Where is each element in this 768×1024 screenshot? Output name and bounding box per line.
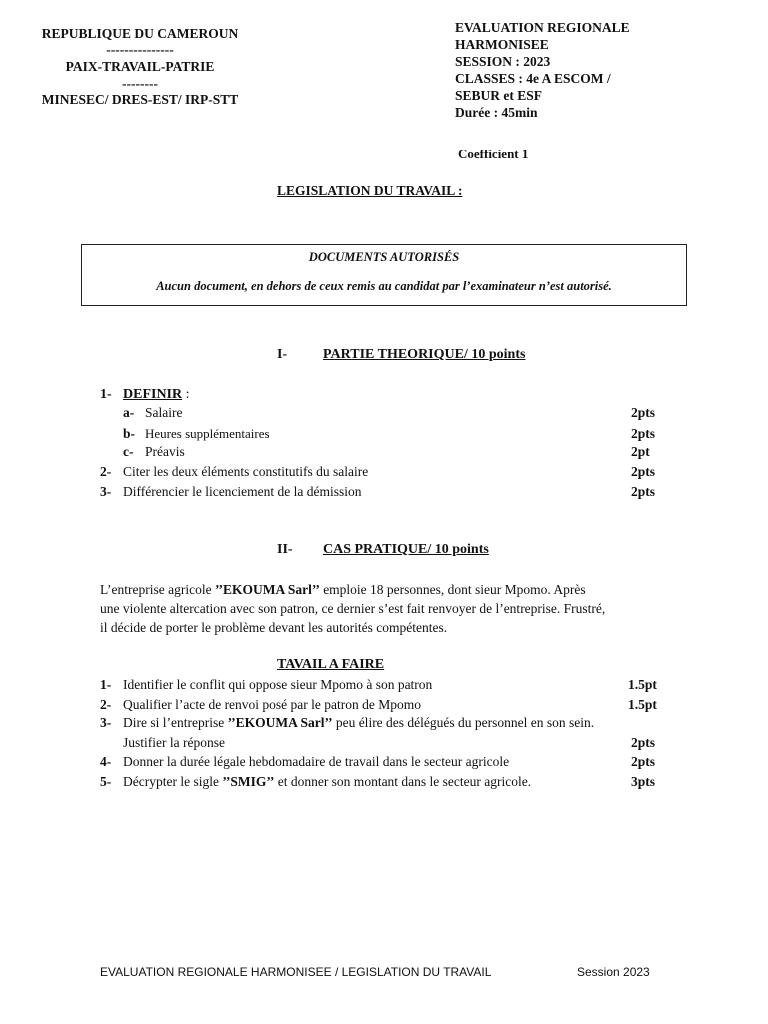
header-exam-subtitle: HARMONISEE bbox=[455, 37, 549, 52]
documents-notice-box bbox=[81, 244, 687, 306]
header-duration: Durée : 45min bbox=[455, 105, 538, 120]
task-q1-number: 1- bbox=[100, 677, 112, 692]
q1-heading: DEFINIR : bbox=[123, 387, 190, 402]
case-paragraph-line: il décide de porter le problème devant les autorités compétentes. bbox=[100, 620, 448, 635]
item-points: 2pts bbox=[631, 405, 656, 420]
item-letter: b- bbox=[123, 426, 136, 441]
task-q1-text: Identifier le conflit qui oppose sieur Mpomo à son patron bbox=[123, 677, 433, 692]
subject-title: LEGISLATION DU TRAVAIL : bbox=[277, 183, 463, 198]
case-paragraph-line: une violente altercation avec son patron, ce dernier s’est fait renvoyer de l’entreprise. Frustré, bbox=[100, 601, 606, 616]
part2-numeral: II- bbox=[277, 542, 293, 557]
q3-points: 2pts bbox=[631, 484, 656, 499]
task-q3-text: Dire si l’entreprise ’’EKOUMA Sarl’’ peu élire des délégués du personnel en son sein. bbox=[123, 715, 595, 730]
item-letter: c- bbox=[123, 444, 134, 459]
header-exam-title: EVALUATION REGIONALE bbox=[455, 20, 630, 35]
item-text: Heures supplémentaires bbox=[145, 426, 270, 441]
item-points: 2pts bbox=[631, 426, 656, 441]
item-text: Salaire bbox=[145, 405, 183, 420]
task-q2-points: 1.5pt bbox=[628, 697, 657, 712]
q3-text: Différencier le licenciement de la démission bbox=[123, 484, 362, 499]
footer-session: Session 2023 bbox=[577, 965, 650, 979]
notice-title: DOCUMENTS AUTORISÉS bbox=[308, 250, 460, 264]
q3-number: 3- bbox=[100, 484, 112, 499]
q2-text: Citer les deux éléments constitutifs du salaire bbox=[123, 464, 369, 479]
task-q1-points: 1.5pt bbox=[628, 677, 657, 692]
task-q4-number: 4- bbox=[100, 754, 112, 769]
q1-number: 1- bbox=[100, 387, 112, 402]
header-country: REPUBLIQUE DU CAMEROUN bbox=[41, 26, 239, 41]
coefficient: Coefficient 1 bbox=[458, 150, 529, 161]
header-separator: -------- bbox=[122, 76, 158, 91]
item-points: 2pt bbox=[631, 444, 650, 459]
item-text: Préavis bbox=[145, 444, 185, 459]
header-separator: --------------- bbox=[106, 42, 174, 57]
item-letter: a- bbox=[123, 405, 135, 420]
part1-numeral: I- bbox=[277, 347, 288, 362]
header-ministry: MINESEC/ DRES-EST/ IRP-STT bbox=[41, 92, 239, 107]
part2-title: CAS PRATIQUE/ 10 points bbox=[323, 542, 489, 557]
header-classes-cont: SEBUR et ESF bbox=[455, 88, 543, 103]
task-q4-text: Donner la durée légale hebdomadaire de travail dans le secteur agricole bbox=[123, 754, 510, 769]
task-q3-points: 2pts bbox=[631, 735, 656, 750]
task-q5-text: Décrypter le sigle ’’SMIG’’ et donner son montant dans le secteur agricole. bbox=[123, 774, 532, 789]
notice-text: Aucun document, en dehors de ceux remis au candidat par l’examinateur n’est autorisé. bbox=[156, 279, 612, 293]
part1-title: PARTIE THEORIQUE/ 10 points bbox=[323, 347, 526, 362]
q2-points: 2pts bbox=[631, 464, 656, 479]
task-q2-number: 2- bbox=[100, 697, 112, 712]
task-q4-points: 2pts bbox=[631, 754, 656, 769]
header-session: SESSION : 2023 bbox=[455, 54, 551, 69]
footer-left: EVALUATION REGIONALE HARMONISEE / LEGISLATION DU TRAVAIL bbox=[100, 965, 492, 979]
task-q5-points: 3pts bbox=[631, 774, 656, 789]
q2-number: 2- bbox=[100, 464, 112, 479]
task-q5-number: 5- bbox=[100, 774, 112, 789]
task-q2-text: Qualifier l’acte de renvoi posé par le patron de Mpomo bbox=[123, 697, 422, 712]
task-title: TAVAIL A FAIRE bbox=[277, 657, 385, 672]
case-paragraph-line: L’entreprise agricole ’’EKOUMA Sarl’’ emploie 18 personnes, dont sieur Mpomo. Après bbox=[100, 582, 586, 597]
header-motto: PAIX-TRAVAIL-PATRIE bbox=[65, 59, 215, 74]
task-q3-text-cont: Justifier la réponse bbox=[123, 735, 225, 750]
task-q3-number: 3- bbox=[100, 715, 112, 730]
header-classes: CLASSES : 4e A ESCOM / bbox=[455, 71, 611, 86]
